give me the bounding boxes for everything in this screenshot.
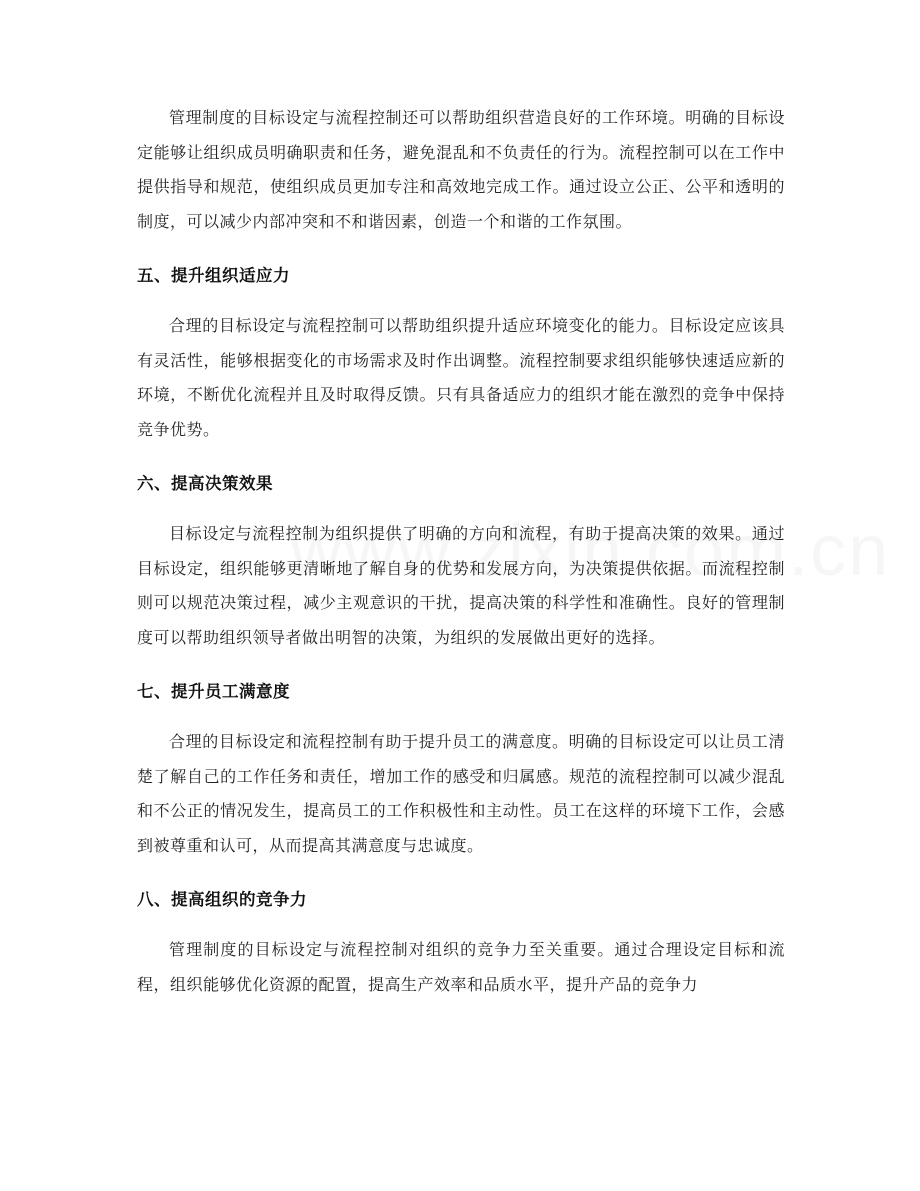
heading-decision-effect: 六、提高决策效果 — [137, 474, 273, 493]
paragraph-competitiveness: 管理制度的目标设定与流程控制对组织的竞争力至关重要。通过合理设定目标和流程，组织能够优化资源的配置，提高生产效率和品质水平，提升产品的竞争力 — [137, 940, 785, 994]
document-body — [137, 101, 785, 1024]
paragraph-employee-satisfaction: 合理的目标设定和流程控制有助于提升员工的满意度。明确的目标设定可以让员工清楚了解自己的工作任务和责任，增加工作的感受和归属感。规范的流程控制可以减少混乱和不公正的情况发生，提高员工的工作积极性和主动性。员工在这样的环境下工作，会感到被尊重和认可，从而提高其满意度与忠诚度。 — [137, 732, 785, 855]
heading-competitiveness: 八、提高组织的竞争力 — [137, 890, 307, 909]
paragraph-decision-effect: 目标设定与流程控制为组织提供了明确的方向和流程，有助于提高决策的效果。通过目标设定，组织能够更清晰地了解自身的优势和发展方向，为决策提供依据。而流程控制则可以规范决策过程，减少主观意识的干扰，提高决策的科学性和准确性。良好的管理制度可以帮助组织领导者做出明智的决策，为组织的发展做出更好的选择。 — [137, 524, 785, 647]
heading-adaptability: 五、提升组织适应力 — [137, 266, 290, 285]
paragraph-adaptability: 合理的目标设定与流程控制可以帮助组织提升适应环境变化的能力。目标设定应该具有灵活性，能够根据变化的市场需求及时作出调整。流程控制要求组织能够快速适应新的环境，不断优化流程并且及时取得反馈。只有具备适应力的组织才能在激烈的竞争中保持竞争优势。 — [137, 316, 785, 439]
heading-employee-satisfaction: 七、提升员工满意度 — [137, 682, 290, 701]
paragraph-work-environment: 管理制度的目标设定与流程控制还可以帮助组织营造良好的工作环境。明确的目标设定能够让组织成员明确职责和任务，避免混乱和不负责任的行为。流程控制可以在工作中提供指导和规范，使组织成员更加专注和高效地完成工作。通过设立公正、公平和透明的制度，可以减少内部冲突和不和谐因素，创造一个和谐的工作氛围。 — [137, 108, 785, 231]
